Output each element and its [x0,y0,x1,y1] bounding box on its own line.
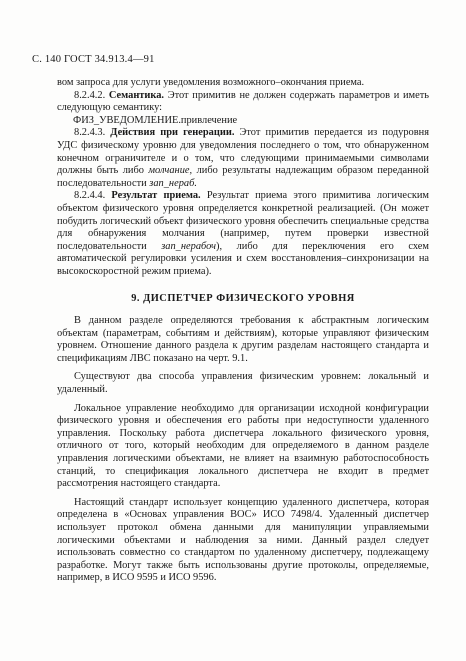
page-header: С. 140 ГОСТ 34.913.4—91 [32,54,155,65]
paragraph-local-control: Локальное управление необходимо для организации исходной конфигурации физического уровня и обеспечения его работы при недоступности удаленного управления. Поскольку работа диспетчера локального физического уровня, отличного от того, который необходим для определяемого в данном разделе управления логическими объектами, не влияет на взаимную работоспособность станций, то спецификация локального диспетчера не входит в предмет рассмотрения настоящего стандарта. [57,402,429,490]
section-heading: 9. ДИСПЕТЧЕР ФИЗИЧЕСКОГО УРОВНЯ [131,292,355,304]
section-title: Семантика. [108,89,165,101]
paragraph-8-2-4-2 [57,90,429,115]
paragraph-remote-manager: Настоящий стандарт использует концепцию удаленного диспетчера, которая определена в «Основах управления ВОС» ИСО 7498/4. Удаленный диспетчер использует протокол обмена данными для манипуляции управляемыми логическими объектами и наблюдения за ними. Данный раздел следует использовать совместно со стандартом по удаленному диспетчеру, подлежащему разработке. Могут также быть использованы другие протоколы, определяемые, например, в ИСО 9595 и ИСО 9596. [57,496,429,584]
italic-term: зап_нерабоч [161,240,217,252]
section-number: 8.2.4.2. [74,89,106,101]
section-number: 8.2.4.4. [74,190,106,202]
primitive-formula: ФИЗ_УВЕДОМЛЕНИЕ.привлечение [73,114,238,126]
section-title: Результат приема. [111,190,201,202]
section-number: 8.2.4.3. [74,127,106,139]
italic-term: молчание, [148,165,193,177]
paragraph-continuation: вом запроса для услуги уведомления возможного–окончания приема. [57,77,365,88]
section-title: Действия при генерации. [110,127,235,139]
paragraph-control-methods: Существуют два способа управления физическим уровнем: локальный и удаленный. [57,371,429,396]
paragraph-text: ), либо для переключения его схем автоматической регулировки усиления и схем восстановления–синхронизации на высокоскоростной режим приема). [57,240,429,277]
italic-term: зап_нераб. [149,177,197,189]
paragraph-8-2-4-3 [57,127,429,190]
paragraph-text: Этот примитив передается из подуровня УДС физическому уровню для уведомления последнего о том, что обнаруженном конечном ограничителе и о том, что следующими принимаемыми символами должны быть либо [57,127,429,177]
paragraph-section-9-intro: В данном разделе определяются требования к абстрактным логическим объектам (параметрам, событиям и действиям), которые управляют физическим уровнем. Отношение данного раздела к другим разделам настоящего стандарта и спецификациям ЛВС показано на черт. 9.1. [57,315,429,364]
body-text [57,77,429,585]
paragraph-8-2-4-4 [57,190,429,278]
paragraph-text: Результат приема этого примитива логическим объектом физического уровня определяется конкретной реализацией. (Он может побудить логический объект физического уровня обеспечить специальные средства для обнаружения молчания (например, путем проверки известной последовательности [57,190,430,252]
paragraph-text: либо результаты надлежащим образом переданной последовательности [57,165,429,189]
paragraph-text: Этот примитив не должен содержать параметров и иметь следующую семантику: [57,89,429,114]
